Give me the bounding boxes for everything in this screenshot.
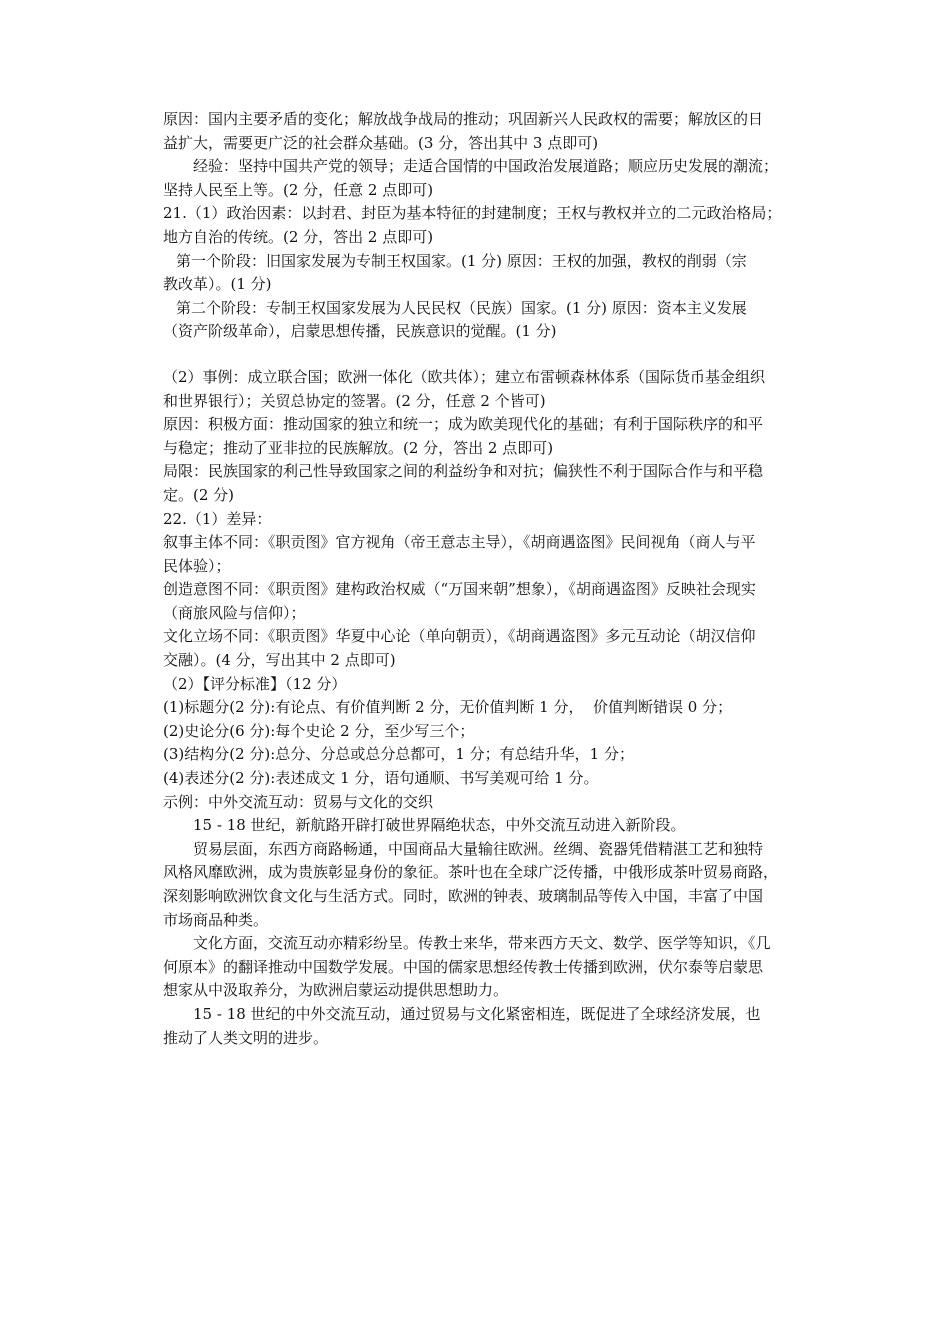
text-line: 经验：坚持中国共产党的领导；走适合国情的中国政治发展道路；顺应历史发展的潮流； <box>193 157 779 176</box>
text-line: 局限：民族国家的利己性导致国家之间的利益纷争和对抗；偏狭性不利于国际合作与和平稳 <box>163 462 764 481</box>
answer-document <box>163 108 793 1050</box>
text-line: 第一个阶段：旧国家发展为专制王权国家。(1 分) 原因：王权的加强，教权的削弱（宗 <box>176 251 747 270</box>
text-line: （2）【评分标准】（12 分） <box>163 674 347 693</box>
text-line: 15 - 18 世纪，新航路开辟打破世界隔绝状态，中外交流互动进入新阶段。 <box>193 816 686 835</box>
text-line: 何原本》的翻译推动中国数学发展。中国的儒家思想经传教士传播到欧洲，伏尔泰等启蒙思 <box>163 957 764 976</box>
text-line: 定。(2 分) <box>163 485 235 504</box>
text-line: 地方自治的传统。(2 分，答出 2 点即可) <box>163 227 434 246</box>
text-line: 22.（1）差异： <box>163 509 272 528</box>
text-line: 推动了人类文明的进步。 <box>163 1028 329 1047</box>
text-line: 交融）。(4 分，写出其中 2 点即可) <box>163 651 396 670</box>
text-line: 风格风靡欧洲，成为贵族彰显身份的象征。茶叶也在全球广泛传播，中俄形成茶叶贸易商路， <box>163 863 779 882</box>
text-line: 创造意图不同：《职贡图》建构政治权威（“万国来朝”想象），《胡商遇盗图》反映社会现实 <box>163 580 756 599</box>
text-line: (2)史论分(6 分):每个史论 2 分，至少写三个； <box>163 721 475 740</box>
text-line: （资产阶级革命），启蒙思想传播，民族意识的觉醒。(1 分) <box>163 322 557 341</box>
text-line: 15 - 18 世纪的中外交流互动，通过贸易与文化紧密相连，既促进了全球经济发展，也 <box>193 1004 761 1023</box>
text-line: 第二个阶段：专制王权国家发展为人民民权（民族）国家。(1 分) 原因：资本主义发展 <box>176 298 747 317</box>
text-line: 深刻影响欧洲饮食文化与生活方式。同时，欧洲的钟表、玻璃制品等传入中国，丰富了中国 <box>163 887 764 905</box>
text-line: 叙事主体不同：《职贡图》官方视角（帝王意志主导），《胡商遇盗图》民间视角（商人与平 <box>163 533 756 552</box>
text-line: （商旅风险与信仰）； <box>163 603 306 622</box>
text-line: 原因：积极方面：推动国家的独立和统一；成为欧美现代化的基础；有利于国际秩序的和平 <box>163 415 764 434</box>
text-line: 文化方面，交流互动亦精彩纷呈。传教士来华，带来西方天文、数学、医学等知识，《几 <box>193 934 771 953</box>
text-line: (1)标题分(2 分):有论点、有价值判断 2 分，无价值判断 1 分， 价值判断错误 0 分； <box>163 698 733 717</box>
text-line: 示例：中外交流互动：贸易与文化的交织 <box>163 792 434 811</box>
paragraph-gap <box>163 344 793 366</box>
text-line: 教改革）。(1 分) <box>163 275 272 294</box>
text-line: 21.（1）政治因素：以封君、封臣为基本特征的封建制度；王权与教权并立的二元政治格局； <box>163 204 782 223</box>
text-line: 坚持人民至上等。(2 分，任意 2 点即可) <box>163 180 434 199</box>
text-line: 想家从中汲取养分，为欧洲启蒙运动提供思想助力。 <box>163 981 509 1000</box>
text-line: 益扩大，需要更广泛的社会群众基础。(3 分，答出其中 3 点即可) <box>163 133 599 152</box>
text-line: (3)结构分(2 分):总分、分总或总分总都可，1 分；有总结升华，1 分； <box>163 745 634 764</box>
text-line: 贸易层面，东西方商路畅通，中国商品大量输往欧洲。丝绸、瓷器凭借精湛工艺和独特 <box>193 839 764 858</box>
text-line: (4)表述分(2 分):表述成文 1 分，语句通顺、书写美观可给 1 分。 <box>163 769 599 788</box>
text-line: 民体验）； <box>163 556 231 575</box>
text-line: 文化立场不同：《职贡图》华夏中心论（单向朝贡），《胡商遇盗图》多元互动论（胡汉信仰 <box>163 627 756 646</box>
text-line: 和世界银行）；关贸总协定的签署。(2 分，任意 2 个皆可) <box>163 391 546 410</box>
text-line: 与稳定；推动了亚非拉的民族解放。(2 分，答出 2 点即可) <box>163 438 554 457</box>
text-line: 市场商品种类。 <box>163 910 269 929</box>
text-line: （2）事例：成立联合国；欧洲一体化（欧共体）；建立布雷顿森林体系（国际货币基金组织 <box>163 367 766 386</box>
text-line: 原因：国内主要矛盾的变化；解放战争战局的推动；巩固新兴人民政权的需要；解放区的日 <box>163 110 764 128</box>
